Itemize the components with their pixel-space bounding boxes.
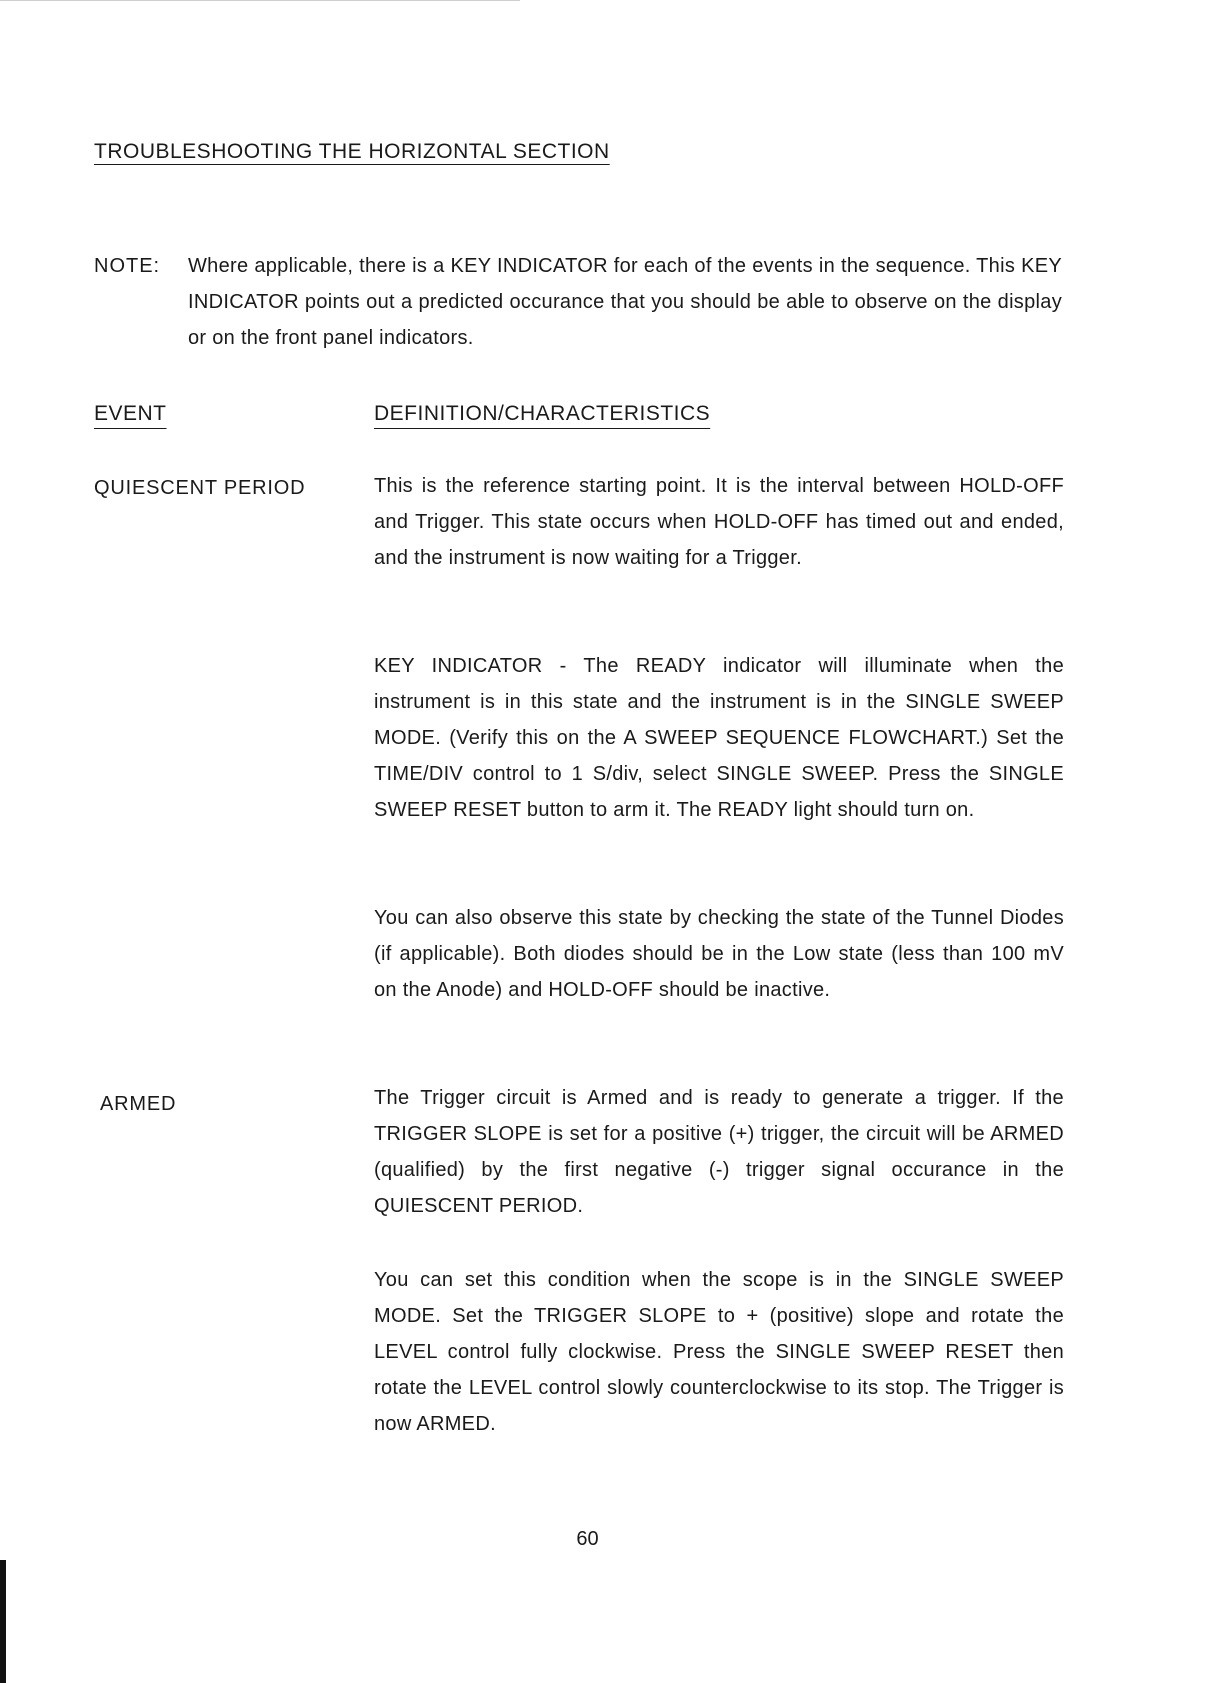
quiescent-definition-paragraph: This is the reference starting point. It is the interval between HOLD-OFF and Trigger. This state occurs when HOLD-OFF has timed out and ended, and the instrument is now waiting for a Trigger. [374, 475, 1064, 569]
page-number: 60 [576, 1528, 599, 1550]
quiescent-observation-paragraph: You can also observe this state by checking the state of the Tunnel Diodes (if applicable). Both diodes should be in the Low state (less than 100 mV on the Anode) and HOLD-OFF should be inactive. [374, 907, 1064, 1001]
quiescent-key-indicator-paragraph: KEY INDICATOR - The READY indicator will illuminate when the instrument is in this state and the instrument is in the SINGLE SWEEP MODE. (Verify this on the A SWEEP SEQUENCE FLOWCHART.) Set the TIME/DIV control to 1 S/div, select SINGLE SWEEP. Press the SINGLE SWEEP RESET button to arm it. The READY light should turn on. [374, 655, 1064, 821]
armed-definition-paragraph: The Trigger circuit is Armed and is ready to generate a trigger. If the TRIGGER SLOPE is set for a positive (+) trigger, the circuit will be ARMED (qualified) by the first negative (-) trigger signal occurance in the QUIESCENT PERIOD. [374, 1087, 1064, 1217]
note-text: Where applicable, there is a KEY INDICATOR for each of the events in the sequence. This KEY INDICATOR points out a predicted occurance that you should be able to observe on the display or on the front panel indicators. [188, 255, 1062, 349]
scan-edge-left [0, 1560, 6, 1683]
column-header-event: EVENT [94, 402, 167, 425]
event-label-quiescent-period: QUIESCENT PERIOD [94, 477, 306, 499]
scan-edge-top [0, 0, 520, 1]
note-label: NOTE: [94, 255, 161, 277]
armed-setup-paragraph: You can set this condition when the scope is in the SINGLE SWEEP MODE. Set the TRIGGER SLOPE to + (positive) slope and rotate the LEVEL control fully clockwise. Press the SINGLE SWEEP RESET then rotate the LEVEL control slowly counterclockwise to its stop. The Trigger is now ARMED. [374, 1269, 1064, 1435]
event-label-armed: ARMED [100, 1093, 177, 1115]
column-header-definition: DEFINITION/CHARACTERISTICS [374, 402, 711, 425]
page-title: TROUBLESHOOTING THE HORIZONTAL SECTION [94, 140, 610, 163]
